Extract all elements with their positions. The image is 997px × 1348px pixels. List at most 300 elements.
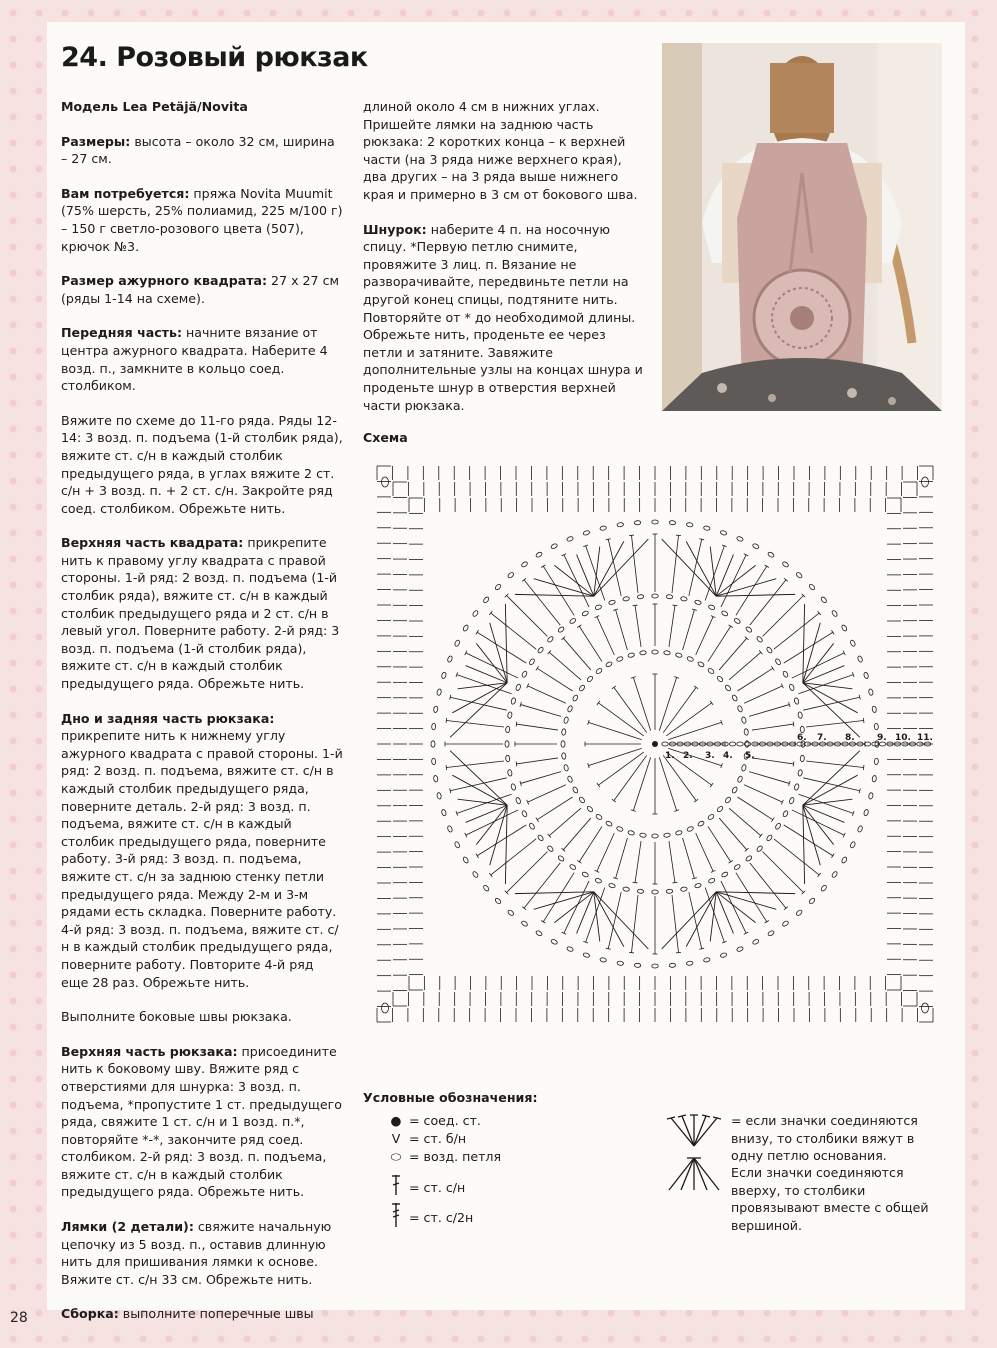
chain-ring [507,572,514,579]
row-number: 7. [817,733,827,743]
middle-stitch [708,626,731,661]
chain-ring [535,930,543,937]
legend-cluster-note: Если значки соединяются вверху, то столбики провязывают вместе с общей вершиной. [731,1165,929,1233]
chain-ring [431,758,435,765]
middle-stitch-top [633,882,638,883]
chain-ring [595,878,602,884]
chain-ring [703,957,710,962]
paragraph-text: пряжа Novita Muumit (75% шерсть, 25% полиамид, 225 м/100 г) – 150 г светло-розового цвета (507), крючок №3. [61,185,343,254]
chain-ring [872,775,877,782]
middle-stitch [516,724,558,730]
paragraph [61,534,344,692]
middle-stitch-top [536,818,539,822]
chain-ring [617,522,624,527]
chain-ring [583,530,590,536]
outer-stitch [631,895,637,953]
paragraph [61,710,344,992]
chain-ring [547,636,554,643]
paragraph-label: Шнурок: [363,221,427,237]
middle-stitch-top [771,666,774,670]
chain-ring [494,583,501,590]
chain-ring [578,796,585,804]
crochet-chart [363,452,947,1036]
middle-stitch-top [536,666,539,670]
chain-ring [567,775,573,782]
chain-ring [868,792,873,799]
center-stitch-top [597,701,600,705]
center-stitch-top [694,686,698,689]
fan-stitch [515,892,594,894]
chain-ring [789,797,795,804]
paragraph-text: начните вязание от центра ажурного квадрата. Наберите 4 возд. п., замкните в кольцо соед. столбиком. [61,325,328,394]
middle-stitch-top [729,860,733,863]
paragraph-text: свяжите начальную цепочку из 5 возд. п., оставив длинную нить для пришивания лямки к основе. Вяжите ст. с/н 33 см. Обрежьте нить. [61,1219,332,1287]
chain-ring [521,561,529,568]
chain-ring [850,639,856,647]
fan-stitch [450,683,507,738]
chain-ring [863,809,869,816]
outer-stitch [721,555,746,607]
chain-stitch-icon: ⬭ [390,1149,402,1164]
legend-cluster-icon [663,1156,725,1192]
chain-ring [857,655,863,662]
chain-ring [782,670,789,678]
chain-ring [566,536,573,542]
middle-stitch [521,772,561,784]
chain-ring [716,675,723,682]
outer-stitch-top [831,630,834,634]
chain-ring [703,525,710,530]
chain-ring [745,626,752,633]
chain-ring [752,939,760,945]
center-stitch [668,722,721,739]
chain-ring [831,871,838,879]
fan-stitch [594,892,649,949]
chain-ring [766,646,773,653]
paragraph-label: Дно и задняя часть рюкзака: [61,710,275,726]
legend-item-single-crochet: V = ст. б/н [383,1130,466,1148]
row-number: 10. [895,733,911,743]
chain-ring [731,694,738,702]
outer-stitch [672,535,678,593]
chain-ring [744,729,749,736]
legend-item-double-crochet: = ст. с/н [383,1174,465,1201]
chain-ring [441,672,447,679]
outer-stitch-top [676,535,681,536]
outer-stitch [466,653,518,678]
middle-stitch [708,826,731,861]
chain-ring [782,920,790,927]
chain-ring [669,963,676,967]
paragraph [61,1218,344,1288]
middle-stitch [669,605,675,647]
outer-stitch [631,535,637,593]
chain-ring [447,825,453,832]
center-point [652,741,658,747]
middle-stitch-top [577,860,581,863]
middle-stitch [737,668,772,691]
paragraph [61,412,344,518]
chain-ring [494,897,501,904]
outer-stitch-top [541,565,545,568]
chain-ring [608,600,615,606]
corner-chain [382,1003,389,1013]
chain-ring [557,626,564,633]
paragraph-text: прикрепите нить к нижнему углу ажурного квадрата с правой стороны. 1-й ряд: 2 возд. п. подъема, вяжите ст. с/н в каждый столбик предыдущего ряда, поверните деталь. 2-й ряд: 3 возд. п. подъема, вяжите ст. с/н в каждый столбик предыдущего ряда, поверните работу. 3-й ряд: 3 возд. п. подъема, вяжите ст. с/н за заднюю стенку петли предыдущего ряда. Между 2-м и 3-м рядами есть складка. Поверните работу. 4-й ряд: 3 возд. п. подъема, вяжите ст. с/н в каждый столбик предыдущего ряда, поверните работу. Повторите 4-й ряд еще 28 раз. Обрежьте нить. [61,728,343,990]
middle-stitch-top [793,761,794,766]
chain-ring [782,810,789,818]
legend [363,1112,963,1272]
chain-ring [561,741,565,747]
paragraph-text: Выполните боковые швы рюкзака. [61,1009,292,1025]
chain-ring [798,769,803,776]
middle-stitch [516,758,558,764]
middle-stitch [549,808,581,836]
magazine-page [47,22,965,1322]
chain-ring [724,796,731,804]
legend-fan-icon [663,1112,725,1148]
chain-ring [462,856,469,864]
chain-ring [436,689,441,696]
chain-ring [628,652,635,658]
fan-stitch [716,892,776,909]
outer-stitch-top [699,539,704,540]
middle-stitch [579,626,602,661]
chain-ring [775,822,782,830]
chain-ring [605,820,613,827]
outer-stitch-top [629,535,634,536]
paragraph-label: Сборка: [61,1306,119,1322]
paragraph [363,98,643,204]
legend-item-chain-stitch: ⬭ = возд. петля [383,1148,501,1166]
center-stitch-top [612,799,616,802]
outer-stitch-top [859,695,860,700]
outer-stitch [784,632,833,663]
chain-ring [872,706,877,713]
chain-ring [652,834,658,838]
middle-stitch [549,652,581,680]
chain-ring [720,952,727,958]
middle-stitch-top [672,605,677,606]
fan-stitch [803,683,860,738]
chain-ring [874,723,878,730]
middle-stitch [528,686,566,703]
paragraph [61,133,344,168]
row-chain [737,742,743,746]
row-number: 9. [877,733,887,743]
chain-ring [720,530,727,536]
chain-ring [563,764,569,771]
middle-stitch [683,838,695,878]
outer-stitch [806,720,864,726]
chain-ring [436,792,441,799]
paragraph-label: Передняя часть: [61,325,182,341]
middle-stitch [752,758,794,764]
chain-ring [736,946,743,952]
chain-ring [595,604,602,610]
chain-ring [634,963,641,967]
outer-stitch [792,810,844,835]
chain-ring [697,661,705,668]
chain-ring [800,755,805,762]
outer-stitch [689,539,702,596]
chain-ring [652,890,658,894]
center-stitch [659,677,676,730]
paragraph-text: выполните поперечные швы [118,1306,314,1322]
paragraph-text: наберите 4 п. на носочную спицу. *Первую петлю снимите, провяжите 3 лиц. п. Вязание не разворачивайте, передвиньте петли на другой конец спицы, подтяните нить. Повторяйте от * до необходимой длины. Обрежьте нить, проденьте ее через петли и затяните. Завяжите дополнительные узлы на концах шнура и проденьте шнур в отверстия верхней части рюкзака. [363,221,643,413]
paragraph-text: длиной около 4 см в нижних углах. Пришейте лямки на заднюю часть рюкзака: 2 коротких конца – к верхней части (на 3 ряда ниже верхнего края), два других – на 3 ряда выше нижнего края и примерно в 3 см от бокового шва. [363,99,638,202]
chain-ring [652,520,658,524]
chain-ring [680,887,687,892]
center-stitch-top [694,799,698,802]
outer-stitch-top [831,854,834,858]
middle-stitch-top [771,818,774,822]
center-stitch [633,677,650,730]
chain-ring [782,561,790,568]
middle-stitch [616,610,628,650]
middle-stitch [563,638,591,670]
single-crochet-icon: V [391,1131,401,1146]
middle-stitch [719,638,747,670]
middle-stitch [683,610,695,650]
middle-stitch [729,652,761,680]
chain-ring [581,610,589,617]
chain-ring [454,841,460,849]
chain-ring [505,755,510,762]
chain-ring [767,551,775,558]
chain-ring [578,684,585,692]
chain-ring [569,618,577,625]
paragraph [61,324,344,394]
chain-ring [737,705,743,712]
corner-chain [922,1003,929,1013]
chain-ring [586,675,593,682]
fan-stitch [490,623,507,683]
middle-stitch-top [516,761,517,766]
chain-ring [680,596,687,601]
chain-ring [566,946,573,952]
chain-ring [634,520,641,524]
chain-ring [741,717,747,724]
row-number: 2. [683,751,693,761]
chain-ring [775,658,782,666]
chain-ring [694,600,701,606]
chain-ring [831,610,838,618]
chain-ring [767,930,775,937]
model-credit: Модель Lea Petäjä/Novita [61,99,248,114]
chain-ring [686,522,693,527]
chain-ring [841,856,848,864]
middle-stitch [635,605,641,647]
chain-ring [535,551,543,558]
chain-ring [733,864,741,871]
treble-crochet-icon [383,1202,409,1233]
middle-stitch [696,833,713,871]
middle-stitch-top [793,722,794,727]
center-stitch-top [710,701,713,705]
chain-ring [505,726,510,733]
chain-ring [652,964,658,968]
row-number: 5. [745,751,755,761]
chain-ring [652,594,658,598]
chain-ring [652,650,658,654]
chain-ring [447,655,453,662]
chain-ring [472,871,479,879]
middle-stitch [579,826,602,861]
outer-stitch [721,881,746,933]
chain-ring [752,543,760,549]
chain-ring [507,769,512,776]
corner-chain [922,477,929,487]
fan-stitch [515,594,594,596]
chain-ring [716,805,723,812]
chain-ring [529,822,536,830]
left-column [61,98,344,1340]
chain-ring [454,639,460,647]
outer-stitch-top [629,952,634,953]
chain-ring [800,726,805,733]
chain-ring [431,741,435,747]
outer-stitch-top [446,765,447,770]
chain-ring [433,706,438,713]
outer-stitch [446,720,504,726]
chain-ring [608,883,615,889]
chain-ring [820,596,827,603]
chain-ring [863,672,869,679]
chain-ring [686,826,693,832]
row-number: 11. [917,733,933,743]
chain-ring [511,783,517,790]
middle-stitch [749,705,789,717]
outer-stitch-top [765,565,769,568]
chain-ring [521,670,528,678]
middle-stitch [744,785,782,802]
outer-stitch [608,539,621,596]
outer-stitch [543,873,574,922]
middle-stitch-top [672,882,677,883]
chain-ring [686,961,693,966]
row-number: 6. [797,733,807,743]
outer-stitch [477,825,526,856]
legend-item-treble-crochet: = ст. с/2н [383,1202,473,1233]
row-number: 3. [705,751,715,761]
center-stitch-top [597,783,600,787]
slip-stitch-icon: ● [390,1113,402,1128]
fan-stitch [803,751,860,806]
paragraph-label: Лямки (2 детали): [61,1219,194,1235]
chain-ring [529,658,536,666]
chain-ring [756,636,763,643]
outer-stitch [736,566,767,615]
outer-stitch [803,778,860,791]
middle-stitch-top [577,625,581,628]
legend-item-slip-stitch: ● = соед. ст. [383,1112,481,1130]
chain-ring [664,650,671,655]
outer-stitch [466,810,518,835]
chain-ring [808,583,815,590]
chain-ring [600,957,607,962]
outer-stitch [543,566,574,615]
chain-ring [745,855,752,862]
chain-ring [507,712,512,719]
fan-stitch [662,539,717,596]
fan-stitch [505,805,507,884]
center-stitch [588,722,641,739]
chain-ring [857,825,863,832]
outer-stitch-top [476,630,479,634]
chain-ring [567,705,573,712]
chain-ring [841,624,848,632]
fan-stitch [534,579,594,596]
chain-ring [583,952,590,958]
chain-ring [724,684,731,692]
middle-stitch-top [729,625,733,628]
middle-stitch [521,705,561,717]
chain-ring [572,786,579,794]
corner-chain [382,477,389,487]
outer-stitch-top [863,765,864,770]
fan-stitch [716,579,776,596]
outer-stitch-top [450,695,451,700]
chain-ring [675,830,682,836]
paragraph-text: высота – около 32 см, ширина – 27 см. [61,133,335,167]
legend-title: Условные обозначения: [363,1090,538,1105]
chain-ring [789,684,795,691]
chain-ring [697,820,705,827]
paragraph [61,1305,344,1323]
outer-stitch-top [446,718,447,723]
chain-ring [550,939,558,945]
outer-stitch-top [476,854,479,858]
middle-stitch [563,818,591,850]
paragraph-label: Вам потребуется: [61,185,190,201]
middle-stitch [669,841,675,883]
chain-ring [472,610,479,618]
middle-stitch [752,724,794,730]
chain-ring [561,753,566,760]
outer-stitch-top [859,788,860,793]
chain-ring [537,646,544,653]
chain-ring [664,833,671,838]
row-number: 1. [665,751,675,761]
outer-stitch-top [765,920,769,923]
row-chain [662,742,668,746]
fan-stitch [662,892,717,949]
chain-ring [733,618,741,625]
chain-ring [666,594,673,599]
outer-stitch-top [676,952,681,953]
chain-ring [521,810,528,818]
chain-ring [586,805,593,812]
middle-stitch [696,617,713,655]
middle-stitch [616,838,628,878]
chain-ring [616,656,623,662]
middle-stitch [597,617,614,655]
center-stitch [588,748,641,765]
schema-title: Схема [363,430,408,445]
fan-stitch [594,539,649,596]
middle-stitch [537,797,572,820]
chain-ring [741,764,747,771]
middle-stitch [729,808,761,836]
chain-ring [537,834,544,841]
row-chain [729,742,735,746]
outer-stitch [806,761,864,767]
outer-stitch [450,697,507,710]
center-stitch [633,757,650,810]
paragraph-text: Вяжите по схеме до 11-го ряда. Ряды 12-14: 3 возд. п. подъема (1-й столбик ряда), вяжите ст. с/н в каждый столбик предыдущего ряда, в углах вяжите 2 ст. с/н + 3 возд. п. + 2 ст. с/н. Закройте ряд соед. столбиком. Обрежьте нить. [61,412,343,516]
chain-ring [721,610,729,617]
